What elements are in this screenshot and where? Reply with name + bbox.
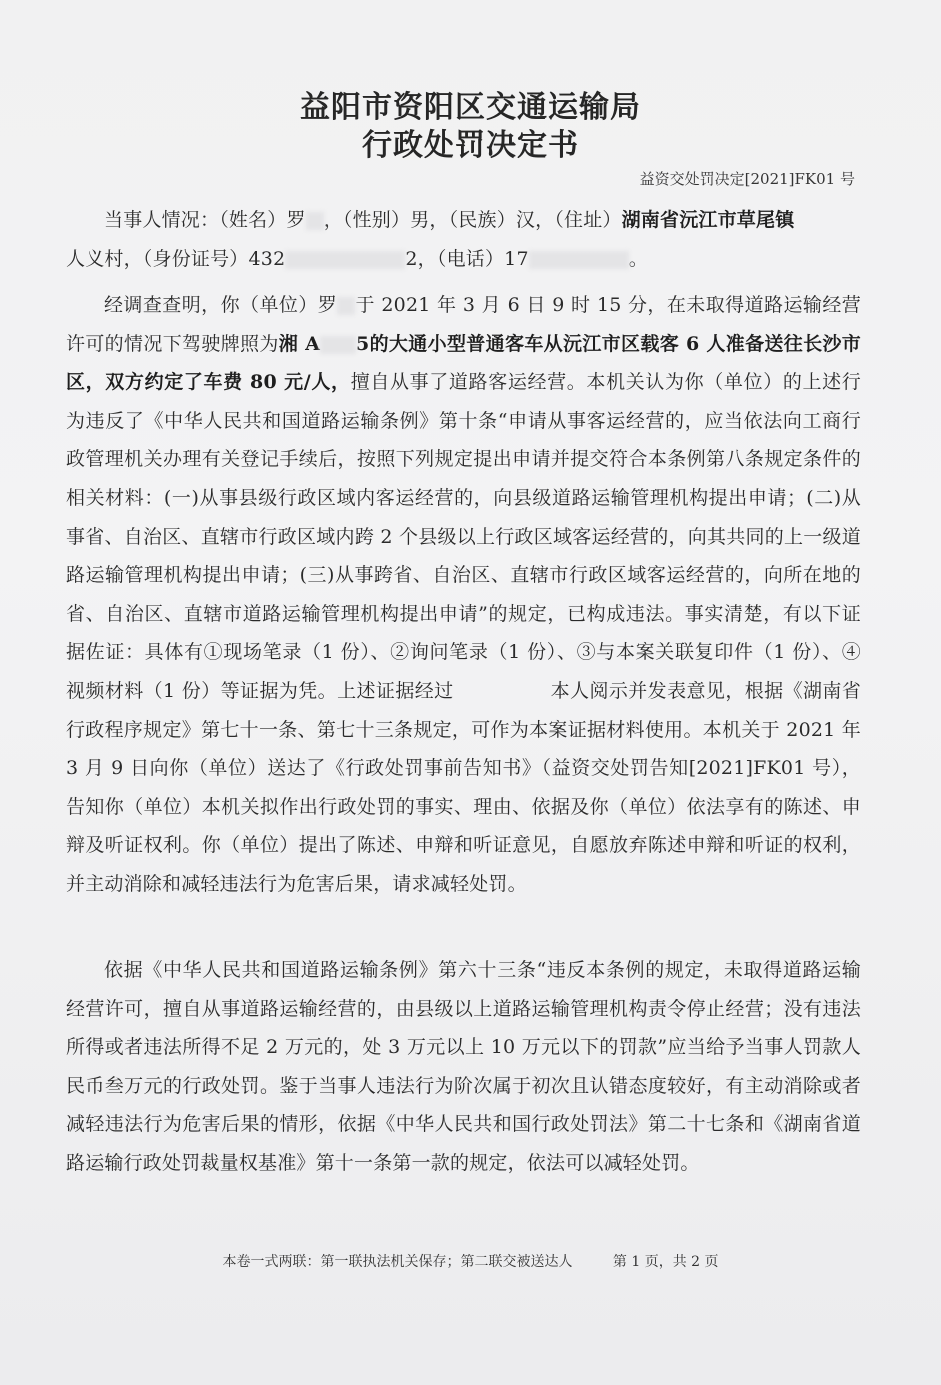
vehicle-description: 的大通小型普通客车从沅江市区载客 6 人准备送往长沙市区，双方约定了车费 80 元/人， <box>66 332 861 394</box>
findings-paragraph <box>66 286 861 904</box>
page-footer <box>0 1251 941 1271</box>
redacted-name <box>306 212 324 230</box>
plate-prefix: 湘 A <box>278 332 321 355</box>
redacted-id <box>285 251 405 269</box>
page-number: 第 1 页，共 2 页 <box>612 1254 719 1270</box>
plate-suffix: 5 <box>356 332 370 355</box>
party-name-label: 当事人情况：（姓名）罗 <box>104 209 306 231</box>
party-info-paragraph <box>66 201 861 278</box>
redacted-name-2 <box>337 297 355 315</box>
party-end: 。 <box>628 247 648 270</box>
party-id-label: 人义村，（身份证号）432 <box>66 247 286 270</box>
document-type-title: 行政处罚决定书 <box>362 128 579 163</box>
redacted-plate <box>320 336 356 354</box>
findings-intro: 经调查查明，你（单位）罗 <box>104 294 338 316</box>
decision-paragraph: 依据《中华人民共和国道路运输条例》第六十三条“违反本条例的规定，未取得道路运输经营许可，擅自从事道路运输经营的，由县级以上道路运输管理机构责令停止经营；没有违法所得或者违法所得不足 2 万元的，处 3 万元以上 10 万元以下的罚款”应当给予当事人罚款人民币叁万元的行政处罚。鉴于当事人违法行为阶次属于初次且认错态度较好，有主动消除或者减轻违法行为危害后果的情形，依据《中华人民共和国行政处罚法》第二十七条和《湖南省道路运输行政处罚裁量权基准》第十一条第一款的规定，依法可以减轻处罚。 <box>66 959 861 1174</box>
agency-title: 益阳市资阳区交通运输局 <box>300 90 641 125</box>
document-number: 益资交处罚决定[2021]FK01 号 <box>639 170 855 188</box>
party-address: 湖南省沅江市草尾镇 <box>621 209 795 231</box>
findings-time: 于 2021 年 3 月 6 日 9 时 15 分，在未取得道路运输经营许可的情况下驾驶牌照为 <box>66 294 861 355</box>
copies-note: 本卷一式两联：第一联执法机关保存；第二联交被送达人 <box>222 1254 573 1270</box>
party-phone-label: 2，（电话）17 <box>405 247 529 270</box>
findings-body: 擅自从事了道路客运经营。本机关认为你（单位）的上述行为违反了《中华人民共和国道路运输条例》第十条“申请从事客运经营的，应当依法向工商行政管理机关办理有关登记手续后，按照下列规定提出申请并提交符合本条例第八条规定条件的相关材料：(一)从事县级行政区域内客运经营的，向县级道路运输管理机构提出申请；(二)从事省、自治区、直辖市行政区域内跨 2 个县级以上行政区域客运经营的，向其共同的上一级道路运输管理机构提出申请；(三)从事跨省、自治区、直辖市行政区域客运经营的，向所在地的省、自治区、直辖市道路运输管理机构提出申请”的规定，已构成违法。事实清楚，有以下证据佐证：具体有①现场笔录（1 份）、②询问笔录（1 份）、③与本案关联复印件（1 份）、④视频材料（1 份）等证据为凭。上述证据经过 本人阅示并发表意见，根据《湖南省行政程序规定》第七十一条、第七十三条规定，可作为本案证据材料使用。本机关于 2021 年 3 月 9 日向你（单位）送达了《行政处罚事前告知书》（益资交处罚告知[2021]FK01 号），告知你（单位）本机关拟作出行政处罚的事实、理由、依据及你（单位）依法享有的陈述、申辩及听证权利。你（单位）提出了陈述、申辩和听证意见，自愿放弃陈述申辩和听证的权利，并主动消除和减轻违法行为危害后果，请求减轻处罚。 <box>66 371 862 895</box>
party-gender-ethnicity: ，（性别）男，（民族）汉，（住址） <box>323 209 622 231</box>
redacted-phone <box>529 251 629 269</box>
